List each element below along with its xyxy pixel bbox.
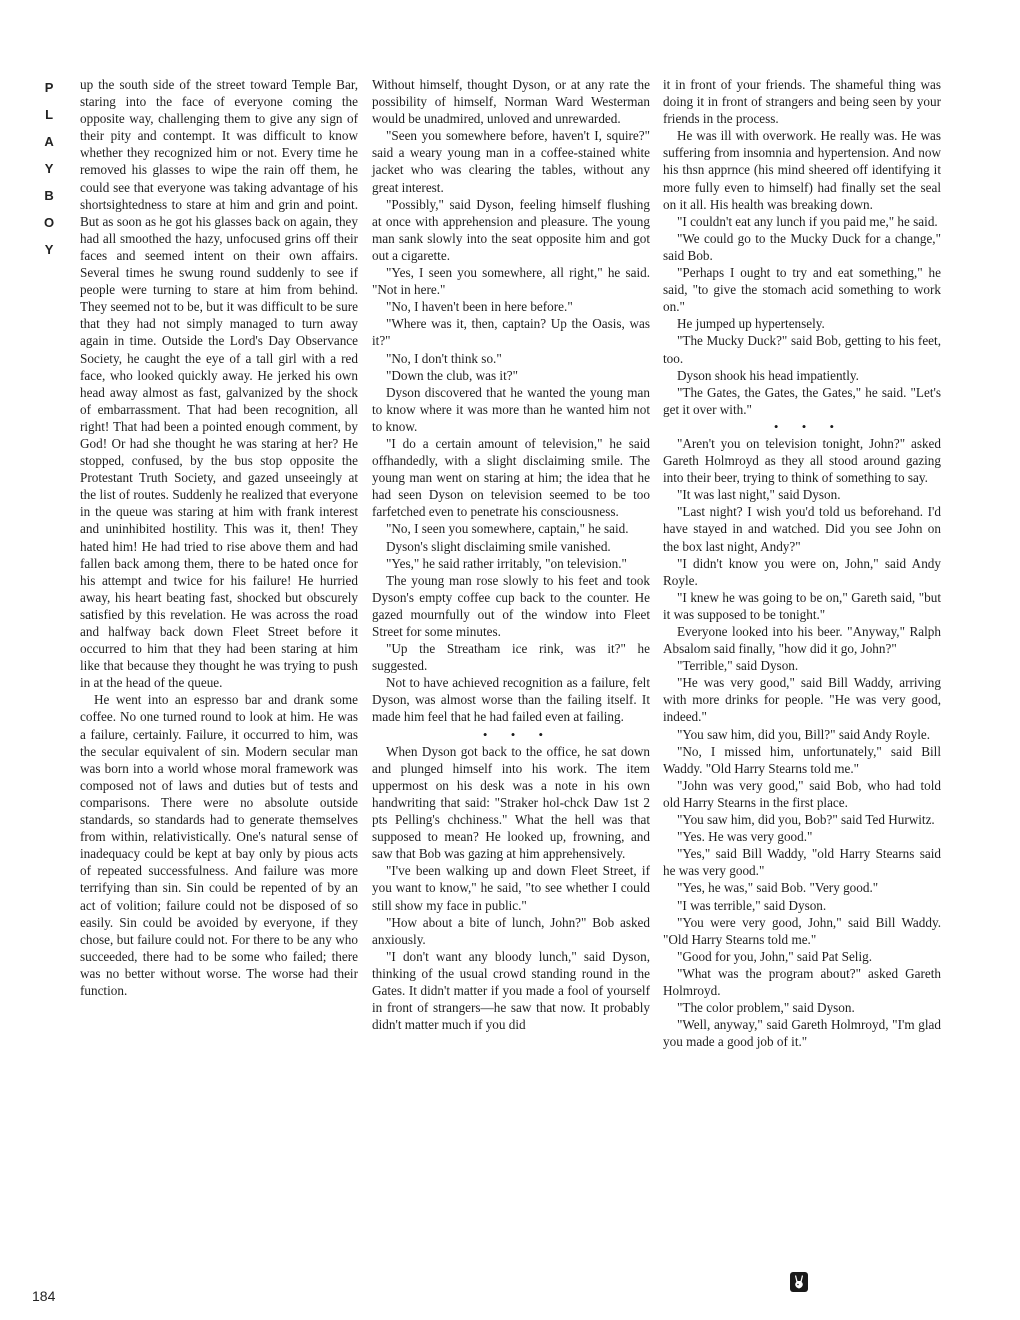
body-paragraph: "You saw him, did you, Bill?" said Andy Royle. — [677, 726, 931, 742]
body-paragraph: "The Gates, the Gates, the Gates," he said. "Let's get it over with." — [663, 384, 941, 417]
running-head-letter: Y — [44, 242, 54, 257]
body-paragraph: "Down the club, was it?" — [386, 367, 518, 383]
body-paragraph: "You were very good, John," said Bill Waddy. "Old Harry Stearns told me." — [663, 914, 941, 947]
body-paragraph: "Seen you somewhere before, haven't I, squire?" said a weary young man in a coffee-stained white jacket who was clearing the tables, without any great interest. — [372, 128, 650, 195]
body-paragraph: up the south side of the street toward Temple Bar, staring into the face of everyone coming the opposite way, challenging them to give any sign of their pity and contempt. It was difficult to know whether they recognized him or not. Every time he removed his glasses to wipe the rain off them, he could see that everyone was taking advantage of his shortsightedness to stare at him and grin and point. But as soon as he got his glasses back on again, they had all smoothed the hazy, unfocused grins off their faces and seemed intent on their own affairs. Several times he swung round suddenly to see if people were turning to stare at him from behind. They seemed not to be, but it was difficult to be sure that they had not simply managed to turn away again in time. Outside the Lord's Day Observance Society, he caught the eye of a tall girl with a red face, who looked quickly away. He jerked his own head away almost as fast, galvanized by the shock of embarrassment. That had been recognition, all right! That had been a pointed enough comment, by God! Or had she thought he was staring at her? He stopped, confused, by the bus stop opposite the Protestant Truth Society, and gazed unseeingly at the list of routes. Suddenly he realized that everyone in the queue was staring at him with frank interest and uninhibited hostility. This was it, then! They hated him! He had tried to rise above them and had fallen back among them, there to be hated once for his attempt and twice for his failure! He hurried away, his heart beating fast, shocked but obscurely satisfied by this revelation. He was across the road and halfway back down Fleet Street before it occurred to him that they had been staring at him like that because they thought he was trying to push in at the head of the queue. — [80, 77, 358, 691]
section-break-dots: • • • — [482, 726, 554, 742]
body-paragraph: "It was last night," said Dyson. — [677, 487, 841, 503]
body-paragraph: "You saw him, did you, Bob?" said Ted Hurwitz. — [677, 812, 935, 828]
body-paragraph: "I've been walking up and down Fleet Street, if you want to know," he said, "to see whether I could still show my face in public." — [372, 863, 650, 913]
body-paragraph: "Aren't you on television tonight, John?" asked Gareth Holmroyd as they all stood around gazing into their beer, trying to think of something to say. — [663, 435, 941, 486]
body-paragraph: "The color problem," said Dyson. — [677, 1000, 855, 1016]
body-paragraph: "No, I haven't been in here before." — [386, 299, 573, 315]
body-paragraph: "We could go to the Mucky Duck for a change," said Bob. — [663, 230, 941, 263]
page-number: 184 — [32, 1288, 56, 1304]
body-paragraph: "Yes," he said rather irritably, "on television." — [386, 555, 627, 571]
body-paragraph: "Good for you, John," said Pat Selig. — [677, 948, 873, 964]
body-paragraph: "No, I missed him, unfortunately," said Bill Waddy. "Old Harry Stearns told me." — [663, 743, 941, 776]
body-paragraph: "Possibly," said Dyson, feeling himself flushing at once with apprehension and pleasure. The young man sank slowly into the seat opposite him and got out a cigarette. — [372, 196, 650, 263]
body-paragraph: "John was very good," said Bob, who had told old Harry Stearns in the first place. — [663, 777, 941, 810]
body-paragraph: "I don't want any bloody lunch," said Dyson, thinking of the usual crowd standing round in the Gates. It didn't matter if you made a fool of yourself in front of strangers—he saw that now. It probably didn't matter much if you did — [372, 948, 650, 1033]
section-break-dots: • • • — [773, 418, 845, 434]
rabbit-head-end-mark-icon — [790, 1272, 808, 1292]
text-column-2 — [372, 76, 650, 1306]
text-column-1 — [80, 76, 358, 1306]
body-paragraph: Dyson shook his head impatiently. — [677, 367, 859, 383]
body-paragraph: "Terrible," said Dyson. — [677, 658, 799, 674]
body-paragraph: Not to have achieved recognition as a failure, felt Dyson, was almost worse than the failing itself. It made him feel that he had failed even at failing. — [372, 675, 650, 725]
body-paragraph: Without himself, thought Dyson, or at any rate the possibility of himself, Norman Ward Westerman would be unadmired, unloved and unrewarded. — [372, 77, 650, 127]
body-paragraph: "I couldn't eat any lunch if you paid me," he said. — [677, 213, 938, 229]
body-paragraph: "Yes. He was very good." — [677, 829, 813, 845]
running-head-letter: P — [44, 80, 54, 95]
running-head — [44, 74, 54, 263]
running-head-letter: A — [44, 134, 54, 149]
body-paragraph: He went into an espresso bar and drank some coffee. No one turned round to look at him. He was a failure, certainly. Failure, it occurred to him, was the secular equivalent of sin. Modern secular man was born into a world whose moral framework was composed not of laws and duties but of tests and comparisons. There were no absolute outside standards, so standards had to generate themselves from within, relativistically. One's natural sense of inadequacy could be kept at bay only by pious acts of repeated successfulness. And failure was more terrifying than sin. Sin could be repented of by an act of volition; failure could not be disposed of so easily. Sin could be avoided by everyone, if they chose, but failure could not. For there to be any who succeeded, there had to be some who failed; there was no better without worse. The worse had their function. — [80, 692, 358, 998]
body-paragraph: "No, I don't think so." — [386, 350, 502, 366]
body-paragraph: "Yes, he was," said Bob. "Very good." — [677, 880, 879, 896]
body-paragraph: it in front of your friends. The shameful thing was doing it in front of strangers and being seen by your friends in the process. — [663, 77, 941, 127]
running-head-letter: B — [44, 188, 54, 203]
body-paragraph: He was ill with overwork. He really was. He was suffering from insomnia and hypertension. And now his thsn apprnce (his mind sheered off identifying it more fully even to himself) had finally set the seal on it all. His health was breaking down. — [663, 128, 941, 212]
body-paragraph: He jumped up hypertensely. — [677, 316, 825, 332]
body-paragraph: Dyson discovered that he wanted the young man to know where it was more than he wanted him not to know. — [372, 384, 650, 434]
body-paragraph: When Dyson got back to the office, he sat down and plunged himself into his work. The item uppermost on his desk was a note in his own handwriting that said: "Straker hol-chck Daw 1st 2 pts Pelling's chchiness." What the hell was that supposed to mean? He looked up, frowning, and saw that Bob was gazing at him apprehensively. — [372, 743, 650, 862]
body-paragraph: "The Mucky Duck?" said Bob, getting to his feet, too. — [663, 333, 941, 366]
body-paragraph: Dyson's slight disclaiming smile vanished. — [386, 538, 611, 554]
body-paragraph: "Perhaps I ought to try and eat something," he said, "to give the stomach acid something to work on." — [663, 265, 941, 315]
body-paragraph: "No, I seen you somewhere, captain," he said. — [386, 521, 629, 537]
body-paragraph: "Well, anyway," said Gareth Holmroyd, "I'm glad you made a good job of it." — [663, 1017, 941, 1050]
body-paragraph: "Where was it, then, captain? Up the Oasis, was it?" — [372, 316, 650, 349]
body-paragraph: "He was very good," said Bill Waddy, arriving with more drinks for people. "He was very good, indeed." — [663, 675, 941, 725]
text-column-3 — [663, 76, 941, 1266]
running-head-letter: L — [45, 107, 54, 122]
body-paragraph: "How about a bite of lunch, John?" Bob asked anxiously. — [372, 914, 650, 947]
body-paragraph: "I didn't know you were on, John," said Andy Royle. — [663, 555, 941, 588]
body-paragraph: "I knew he was going to be on," Gareth said, "but it was supposed to be tonight." — [663, 589, 941, 622]
body-paragraph: "Yes," said Bill Waddy, "old Harry Stearns said he was very good." — [663, 846, 941, 879]
running-head-letter: O — [44, 215, 55, 230]
body-paragraph: "Last night? I wish you'd told us beforehand. I'd have stayed in and watched. Did you see John on the box last night, Andy?" — [663, 504, 941, 554]
running-head-letter: Y — [44, 161, 54, 176]
body-paragraph: "Up the Streatham ice rink, was it?" he suggested. — [372, 641, 650, 674]
body-paragraph: "I was terrible," said Dyson. — [677, 897, 827, 913]
body-paragraph: "Yes, I seen you somewhere, all right," he said. "Not in here." — [372, 265, 650, 298]
body-paragraph: "I do a certain amount of television," he said offhandedly, with a slight disclaiming smile. The young man went on staring at him; the idea that he had seen Dyson on television seemed to be too farfetched even to penetrate his consciousness. — [372, 435, 650, 520]
body-paragraph: "What was the program about?" asked Gareth Holmroyd. — [663, 965, 941, 998]
body-paragraph: Everyone looked into his beer. "Anyway," Ralph Absalom said finally, "how did it go, John?" — [663, 624, 941, 657]
body-paragraph: The young man rose slowly to his feet and took Dyson's empty coffee cup back to the counter. He gazed mournfully out of the window into Fleet Street for some minutes. — [372, 572, 650, 639]
